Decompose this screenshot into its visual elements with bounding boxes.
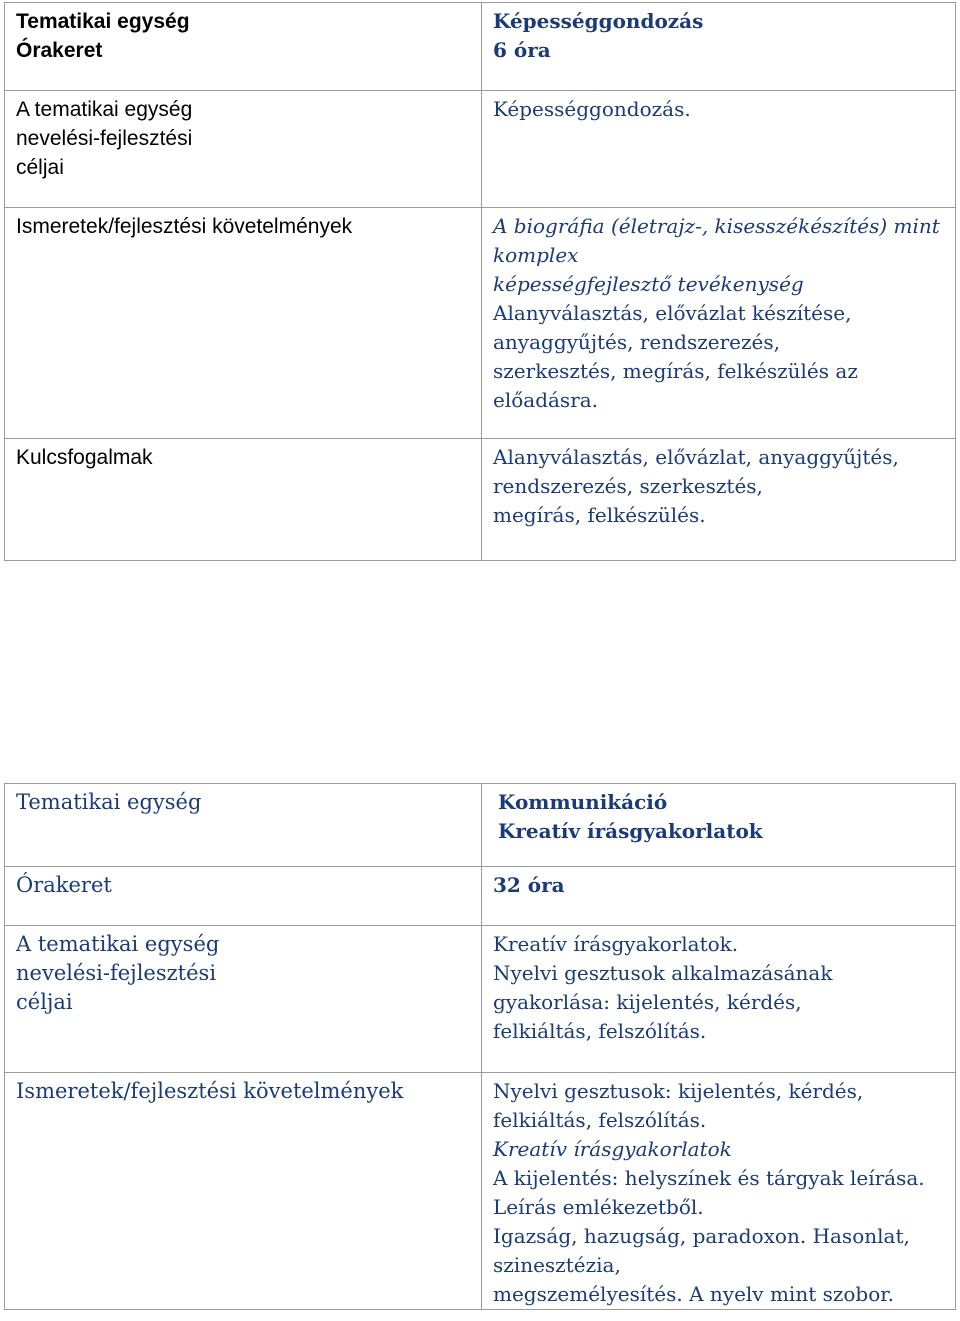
requirements-text: előadásra.: [493, 388, 599, 412]
requirements-text: szerkesztés, megírás, felkészülés az: [493, 359, 858, 383]
label-hours: Órakeret: [16, 873, 112, 897]
requirements-heading: képességfejlesztő tevékenység: [493, 272, 804, 296]
label-cell: [5, 784, 482, 867]
requirements-heading: A biográfia (életrajz-, kisesszékészítés) mint: [493, 214, 940, 238]
table-row: [5, 784, 956, 867]
label-goals: A tematikai egység: [16, 932, 220, 956]
value-cell: [482, 3, 956, 91]
label-requirements: Ismeretek/fejlesztési követelmények: [16, 215, 353, 238]
value-cell: [482, 1073, 956, 1310]
hours-value: 32 óra: [493, 873, 565, 897]
value-cell: [482, 439, 956, 561]
label-goals: A tematikai egység: [16, 98, 193, 121]
keywords-text: megírás, felkészülés.: [493, 503, 706, 527]
label-cell: [5, 439, 482, 561]
goals-text: Nyelvi gesztusok alkalmazásának: [493, 961, 833, 985]
table-row: [5, 439, 956, 561]
value-cell: [482, 91, 956, 208]
value-cell: [482, 867, 956, 926]
requirements-heading: komplex: [493, 243, 579, 267]
label-goals: céljai: [16, 156, 64, 179]
value-cell: [482, 784, 956, 867]
label-cell: [5, 1073, 482, 1310]
table-row: [5, 208, 956, 439]
label-topic: Tematikai egység: [16, 10, 190, 33]
requirements-text: Igazság, hazugság, paradoxon. Hasonlat,: [493, 1224, 910, 1248]
goals-text: felkiáltás, felszólítás.: [493, 1019, 707, 1043]
requirements-heading: Kreatív írásgyakorlatok: [493, 1137, 732, 1161]
label-keywords: Kulcsfogalmak: [16, 446, 153, 469]
goals-text: gyakorlása: kijelentés, kérdés,: [493, 990, 802, 1014]
value-cell: [482, 926, 956, 1073]
table-row: [5, 3, 956, 91]
goals-text: Képességgondozás.: [493, 97, 691, 121]
label-requirements: Ismeretek/fejlesztési követelmények: [16, 1079, 404, 1103]
label-cell: [5, 926, 482, 1073]
table-row: [5, 1073, 956, 1310]
requirements-text: Leírás emlékezetből.: [493, 1195, 704, 1219]
label-cell: [5, 3, 482, 91]
requirements-text: Nyelvi gesztusok: kijelentés, kérdés,: [493, 1079, 864, 1103]
label-goals: céljai: [16, 990, 73, 1014]
topic-subtitle: Kreatív írásgyakorlatok: [498, 819, 763, 843]
label-goals: nevelési-fejlesztési: [16, 127, 193, 150]
hours-value: 6 óra: [493, 38, 551, 62]
topic-table-kepessseggondozas: [4, 2, 956, 561]
table-row: [5, 91, 956, 208]
keywords-text: Alanyválasztás, elővázlat, anyaggyűjtés,: [493, 445, 899, 469]
label-cell: [5, 208, 482, 439]
label-topic: Tematikai egység: [16, 790, 202, 814]
goals-text: Kreatív írásgyakorlatok.: [493, 932, 739, 956]
keywords-text: rendszerezés, szerkesztés,: [493, 474, 763, 498]
requirements-text: szinesztézia,: [493, 1253, 621, 1277]
requirements-text: A kijelentés: helyszínek és tárgyak leírása.: [493, 1166, 925, 1190]
table-row: [5, 926, 956, 1073]
requirements-text: Alanyválasztás, elővázlat készítése,: [493, 301, 852, 325]
label-cell: [5, 867, 482, 926]
label-hours: Órakeret: [16, 39, 103, 62]
table-row: [5, 867, 956, 926]
topic-table-kommunikacio: [4, 783, 956, 1310]
label-goals: nevelési-fejlesztési: [16, 961, 217, 985]
label-cell: [5, 91, 482, 208]
requirements-text: megszemélyesítés. A nyelv mint szobor.: [493, 1282, 894, 1306]
value-cell: [482, 208, 956, 439]
requirements-text: anyaggyűjtés, rendszerezés,: [493, 330, 780, 354]
topic-title: Kommunikáció: [498, 790, 668, 814]
requirements-text: felkiáltás, felszólítás.: [493, 1108, 707, 1132]
topic-title: Képességgondozás: [493, 9, 704, 33]
